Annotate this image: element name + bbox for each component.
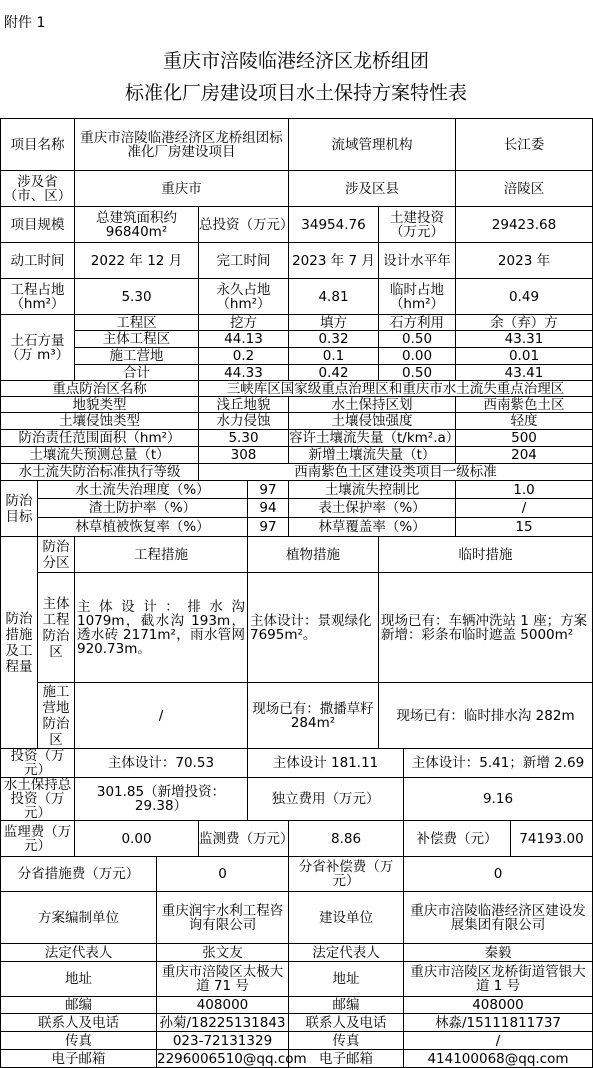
earthwork-cell: 44.33 — [199, 365, 289, 381]
earthwork-cell: 合计 — [75, 365, 199, 381]
erosion-intensity-label: 土壤侵蚀强度 — [289, 413, 456, 430]
key-zone-value: 三峡库区国家级重点治理区和重庆市水土流失重点治理区 — [199, 381, 593, 397]
target-cell: 97 — [248, 518, 289, 537]
project-name-value: 重庆市涪陵临港经济区龙桥组团标准化厂房建设项目 — [75, 119, 289, 171]
target-cell: 94 — [248, 499, 289, 518]
design-year-label: 设计水平年 — [379, 243, 456, 279]
indep-fee-label: 独立费用（万元） — [248, 778, 404, 821]
target-cell: 土壤流失控制比 — [289, 481, 456, 499]
earthwork-header-zone: 工程区 — [75, 315, 199, 331]
new-loss-label: 新增土壤流失量（t） — [289, 447, 456, 464]
target-cell: 15 — [456, 518, 593, 537]
landform-value: 浅丘地貌 — [199, 397, 289, 413]
erosion-intensity-value: 轻度 — [456, 413, 593, 430]
basin-label: 流域管理机构 — [289, 119, 456, 171]
earthwork-cell: 43.31 — [456, 331, 593, 348]
design-year-value: 2023 年 — [456, 243, 593, 279]
earthwork-cell: 0.01 — [456, 348, 593, 365]
earthwork-cell: 0.1 — [289, 348, 379, 365]
earthwork-cell: 0.50 — [379, 365, 456, 381]
supervision-fee-value: 0.00 — [75, 821, 199, 857]
start-time-value: 2022 年 12 月 — [75, 243, 199, 279]
allowable-loss-value: 500 — [456, 430, 593, 447]
soil-division-label: 水土保持区划 — [289, 397, 456, 413]
scale-label: 项目规模 — [1, 207, 75, 243]
monitoring-fee-label: 监测费（万元） — [199, 821, 289, 857]
total-area-value: 96840m² — [105, 223, 168, 240]
fax-value-1: 023-72131329 — [157, 1032, 289, 1050]
contact-label-1: 联系人及电话 — [1, 1014, 157, 1032]
county-value: 涪陵区 — [456, 171, 593, 207]
measures-camp-plant: 现场已有：撒播草籽 284m² — [248, 683, 379, 749]
erosion-type-value: 水力侵蚀 — [199, 413, 289, 430]
address-label-1: 地址 — [1, 962, 157, 997]
target-cell: 水土流失治理度（%） — [38, 481, 248, 499]
invest-row-plant: 主体设计 181.11 — [248, 749, 404, 778]
measures-plant-header: 植物措施 — [248, 537, 379, 573]
rep-value-1: 张文友 — [157, 944, 289, 962]
document-title-line2: 标准化厂房建设项目水土保持方案特性表 — [124, 82, 467, 104]
measures-zone-main: 主体工程防治区 — [38, 573, 75, 683]
earthwork-cell: 0.00 — [379, 348, 456, 365]
landform-label: 地貌类型 — [1, 397, 199, 413]
total-sw-invest-label: 水土保持总投资（万元） — [1, 778, 75, 821]
measures-main-eng: 主体设计：排水沟 1079m，截水沟 193m，透水砖 2171m²，雨水管网 920.73m。 — [75, 573, 248, 683]
contact-label-2: 联系人及电话 — [289, 1014, 404, 1032]
predicted-loss-label: 土壤流失预测总量（t） — [1, 447, 199, 464]
zip-label-2: 邮编 — [289, 997, 404, 1014]
temp-land-label: 临时占地（hm²） — [379, 279, 456, 315]
basin-value: 长江委 — [456, 119, 593, 171]
civil-invest-value: 29423.68 — [456, 207, 593, 243]
supervision-fee-label: 监理费（万元） — [1, 821, 75, 857]
measures-eng-header: 工程措施 — [75, 537, 248, 573]
email-value-2[interactable]: 414100068@qq.com — [404, 1050, 593, 1068]
measures-main-plant: 主体设计：景观绿化 7695m²。 — [248, 573, 379, 683]
prov-measure-fee-value: 0 — [157, 857, 289, 892]
fax-label-1: 传真 — [1, 1032, 157, 1050]
measures-label: 防治措施及工程量 — [1, 537, 38, 749]
end-time-value: 2023 年 7 月 — [289, 243, 379, 279]
new-loss-value: 204 — [456, 447, 593, 464]
email-value-1[interactable]: 2296006510@qq.com — [157, 1050, 307, 1067]
project-name-label: 项目名称 — [1, 119, 75, 171]
earthwork-header-surplus: 余（弃）方 — [456, 315, 593, 331]
monitoring-fee-value: 8.86 — [289, 821, 404, 857]
builder-label: 建设单位 — [289, 892, 404, 944]
target-cell: 表土保护率（%） — [289, 499, 456, 518]
address-label-2: 地址 — [289, 962, 404, 997]
email-label-2: 电子邮箱 — [289, 1050, 404, 1068]
standard-value: 西南紫色土区建设类项目一级标准 — [199, 464, 593, 481]
target-cell: 林草植被恢复率（%） — [38, 518, 248, 537]
earthwork-cell: 0.50 — [379, 331, 456, 348]
end-time-label: 完工时间 — [199, 243, 289, 279]
province-value: 重庆市 — [75, 171, 289, 207]
land-label: 工程占地（hm²） — [1, 279, 75, 315]
key-zone-label: 重点防治区名称 — [1, 381, 199, 397]
measures-zone-camp: 施工营地防治区 — [38, 683, 75, 749]
earthwork-cell: 0.32 — [289, 331, 379, 348]
earthwork-cell: 0.2 — [199, 348, 289, 365]
invest-row-label: 投资（万元） — [1, 749, 75, 778]
prov-comp-fee-label: 分省补偿费（万元） — [289, 857, 404, 892]
perm-land-value: 4.81 — [289, 279, 379, 315]
attachment-label: 附件 1 — [4, 15, 46, 31]
compensation-fee-label: 补偿费（元） — [404, 821, 511, 857]
earthwork-cell: 43.41 — [456, 365, 593, 381]
prov-measure-fee-label: 分省措施费（万元） — [1, 857, 157, 892]
earthwork-cell: 0.42 — [289, 365, 379, 381]
address-value-2: 重庆市涪陵区龙桥街道管银大道 1 号 — [404, 962, 593, 997]
targets-label: 防治目标 — [1, 481, 38, 537]
contact-value-1: 孙菊/18225131843 — [157, 1014, 289, 1032]
civil-invest-label: 土建投资（万元） — [379, 207, 456, 243]
builder-value: 重庆市涪陵临港经济区建设发展集团有限公司 — [404, 892, 593, 944]
perm-land-label: 永久占地（hm²） — [199, 279, 289, 315]
contact-value-2: 林淼/15111811737 — [404, 1014, 593, 1032]
zip-value-1: 408000 — [157, 997, 289, 1014]
target-cell: 97 — [248, 481, 289, 499]
rep-label-1: 法定代表人 — [1, 944, 157, 962]
measures-zone-header: 防治分区 — [38, 537, 75, 573]
total-invest-value: 34954.76 — [289, 207, 379, 243]
measures-main-temp: 现场已有：车辆冲洗站 1 座；方案新增：彩条布临时遮盖 5000m² — [379, 573, 593, 683]
fax-label-2: 传真 — [289, 1032, 404, 1050]
feature-table — [0, 118, 593, 1068]
compensation-fee-value: 74193.00 — [511, 821, 593, 857]
target-cell: 林草覆盖率（%） — [289, 518, 456, 537]
total-area-label: 总建筑面积约 — [96, 209, 177, 226]
temp-land-value: 0.49 — [456, 279, 593, 315]
standard-label: 水土流失防治标准执行等级 — [1, 464, 199, 481]
fax-value-2: / — [404, 1032, 593, 1050]
rep-value-2: 秦毅 — [404, 944, 593, 962]
prov-comp-fee-value: 0 — [404, 857, 593, 892]
scope-area-value: 5.30 — [199, 430, 289, 447]
earthwork-cell: 44.13 — [199, 331, 289, 348]
start-time-label: 动工时间 — [1, 243, 75, 279]
earthwork-label: 土石方量（万 m³） — [1, 315, 75, 381]
total-area — [75, 207, 199, 243]
province-label: 涉及省（市、区） — [1, 171, 75, 207]
plan-org-label: 方案编制单位 — [1, 892, 157, 944]
total-invest-label: 总投资（万元） — [199, 207, 289, 243]
invest-row-temp: 主体设计：5.41；新增 2.69 — [404, 749, 593, 778]
measures-temp-header: 临时措施 — [379, 537, 593, 573]
earthwork-header-stone: 石方利用 — [379, 315, 456, 331]
measures-camp-eng: / — [75, 683, 248, 749]
total-sw-invest-value: 301.85（新增投资：29.38） — [75, 778, 248, 821]
zip-value-2: 408000 — [404, 997, 593, 1014]
plan-org-value: 重庆润宇水利工程咨询有限公司 — [157, 892, 289, 944]
earthwork-header-cut: 挖方 — [199, 315, 289, 331]
rep-label-2: 法定代表人 — [289, 944, 404, 962]
earthwork-header-fill: 填方 — [289, 315, 379, 331]
allowable-loss-label: 容许土壤流失量（t/km².a） — [289, 430, 460, 446]
email-label-1: 电子邮箱 — [1, 1050, 157, 1068]
address-value-1: 重庆市涪陵区太极大道 71 号 — [157, 962, 289, 997]
scope-area-label: 防治责任范围面积（hm²） — [1, 430, 199, 447]
invest-row-eng: 主体设计：70.53 — [75, 749, 248, 778]
measures-camp-temp: 现场已有：临时排水沟 282m — [379, 683, 593, 749]
target-cell: / — [456, 499, 593, 518]
county-label: 涉及区县 — [289, 171, 456, 207]
document-title-line1: 重庆市涪陵临港经济区龙桥组团 — [162, 50, 429, 72]
soil-division-value: 西南紫色土区 — [456, 397, 593, 413]
earthwork-cell: 主体工程区 — [75, 331, 199, 348]
erosion-type-label: 土壤侵蚀类型 — [1, 413, 199, 430]
predicted-loss-value: 308 — [199, 447, 289, 464]
earthwork-cell: 施工营地 — [75, 348, 199, 365]
target-cell: 1.0 — [456, 481, 593, 499]
land-value: 5.30 — [75, 279, 199, 315]
zip-label-1: 邮编 — [1, 997, 157, 1014]
indep-fee-value: 9.16 — [404, 778, 593, 821]
target-cell: 渣土防护率（%） — [38, 499, 248, 518]
